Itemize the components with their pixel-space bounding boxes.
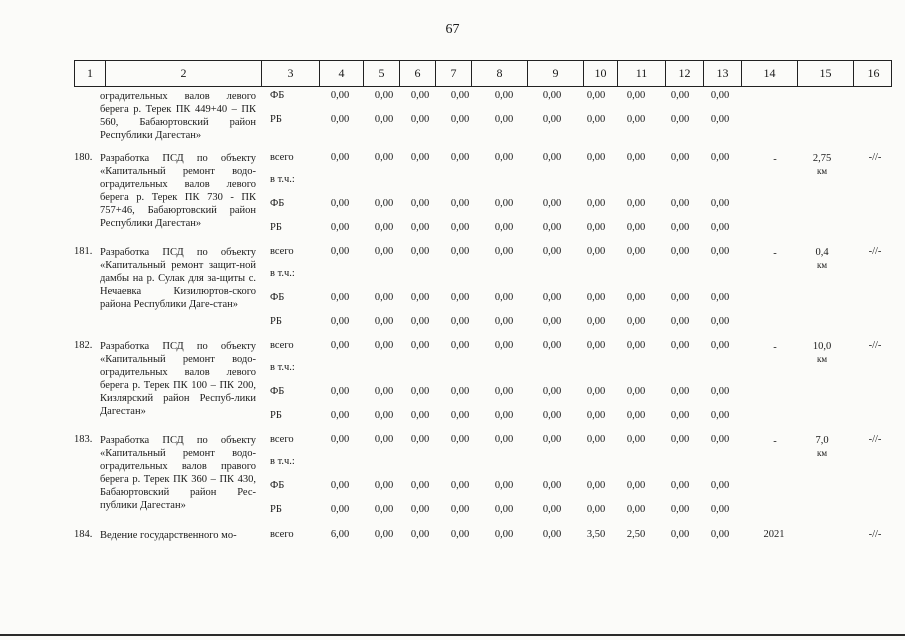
value-cell: 0,00 [450,434,470,445]
value-cell: 0,00 [542,292,562,303]
value-cell: 0,00 [542,152,562,163]
value-cell: 0,00 [374,198,394,209]
header-col-3: 3 [261,61,319,86]
value-cell: 0,00 [710,292,730,303]
length-unit: км [816,448,828,458]
value-cell: 0,00 [626,222,646,233]
value-cell: 0,00 [670,480,690,491]
item-description: Ведение государственного мо- [100,530,237,541]
value-cell: 0,00 [586,90,606,101]
value-cell: 0,00 [542,198,562,209]
value-cell: 2,50 [626,529,646,540]
value-cell: 0,00 [494,198,514,209]
value-cell: 0,00 [450,222,470,233]
item-description: Разработка ПСД по объекту «Капитальный ремонт водо-оградительных валов левого берега р. Терек ПК 100 – ПК 200, Кизлярский район Респуб-лики Дагестан» [100,341,256,417]
header-col-8: 8 [471,61,527,86]
item-number: 182. [74,340,93,351]
value-cell: 0,00 [374,340,394,351]
value-cell: 0,00 [710,434,730,445]
value-cell: 0,00 [494,152,514,163]
value-cell: 0,00 [330,114,350,125]
item-description: оградительных валов левого берега р. Терек ПК 449+40 – ПК 560, Бабаюртовский район Республики Дагестан» [100,91,256,141]
length-unit: км [816,260,828,270]
value-cell: 0,00 [410,529,430,540]
rb-label: РБ [270,222,282,233]
value-cell: 0,00 [494,386,514,397]
bottom-rule [0,634,905,636]
value-cell: 0,00 [542,246,562,257]
dash-mark: - [773,342,777,353]
value-cell: 0,00 [450,246,470,257]
value-cell: 0,00 [330,292,350,303]
value-cell: 0,00 [542,340,562,351]
value-cell: 0,00 [374,504,394,515]
length-cell [800,246,844,272]
value-cell: 0,00 [410,152,430,163]
value-cell: 0,00 [670,386,690,397]
value-cell: 0,00 [626,386,646,397]
value-cell: 0,00 [586,246,606,257]
value-cell: 0,00 [374,386,394,397]
value-cell: 0,00 [626,90,646,101]
value-cell: 0,00 [710,114,730,125]
value-cell: 0,00 [494,90,514,101]
value-cell: 0,00 [586,292,606,303]
responsible-cell: -//- [868,529,882,540]
item-number: 181. [74,246,93,257]
value-cell: 0,00 [670,410,690,421]
value-cell: 0,00 [670,292,690,303]
header-col-9: 9 [527,61,583,86]
value-cell: 0,00 [450,316,470,327]
value-cell: 0,00 [710,410,730,421]
value-cell: 0,00 [374,410,394,421]
length-cell [800,152,844,178]
value-cell: 0,00 [586,222,606,233]
incl-label: в т.ч.: [270,268,295,279]
value-cell: 0,00 [374,90,394,101]
value-cell: 0,00 [710,340,730,351]
value-cell: 0,00 [374,529,394,540]
total-label: всего [270,152,294,163]
value-cell: 0,00 [374,434,394,445]
value-cell: 0,00 [330,90,350,101]
value-cell: 0,00 [450,529,470,540]
value-cell: 0,00 [586,340,606,351]
rb-label: РБ [270,504,282,515]
item-description: Разработка ПСД по объекту «Капитальный ремонт водо-оградительных валов левого берега р. Терек ПК 730 - ПК 757+46, Бабаюртовский район Республики Дагестан» [100,153,256,229]
value-cell: 0,00 [586,480,606,491]
value-cell: 0,00 [450,152,470,163]
value-cell: 0,00 [586,316,606,327]
value-cell: 0,00 [542,480,562,491]
value-cell: 0,00 [626,504,646,515]
value-cell: 0,00 [450,292,470,303]
rb-label: РБ [270,114,282,125]
value-cell: 0,00 [410,222,430,233]
total-label: всего [270,246,294,257]
total-label: всего [270,529,294,540]
value-cell: 0,00 [670,434,690,445]
dash-mark: - [773,154,777,165]
value-cell: 0,00 [670,198,690,209]
value-cell: 0,00 [410,434,430,445]
value-cell: 0,00 [330,480,350,491]
value-cell: 0,00 [494,246,514,257]
header-col-14: 14 [741,61,797,86]
value-cell: 0,00 [586,434,606,445]
value-cell: 0,00 [710,504,730,515]
value-cell: 0,00 [542,90,562,101]
value-cell: 0,00 [330,504,350,515]
value-cell: 0,00 [626,292,646,303]
value-cell: 0,00 [410,410,430,421]
value-cell: 0,00 [542,529,562,540]
value-cell: 0,00 [626,434,646,445]
length-cell [800,434,844,460]
item-number: 183. [74,434,93,445]
header-col-7: 7 [435,61,471,86]
value-cell: 0,00 [670,246,690,257]
value-cell: 0,00 [626,152,646,163]
responsible-cell: -//- [868,434,882,445]
value-cell: 0,00 [710,386,730,397]
value-cell: 0,00 [542,222,562,233]
total-label: всего [270,340,294,351]
value-cell: 0,00 [494,434,514,445]
value-cell: 0,00 [374,246,394,257]
value-cell: 0,00 [494,340,514,351]
value-cell: 3,50 [586,529,606,540]
value-cell: 0,00 [542,386,562,397]
value-cell: 0,00 [374,480,394,491]
length-unit: км [816,354,828,364]
value-cell: 0,00 [330,434,350,445]
dash-mark: - [773,436,777,447]
year-cell: 2021 [763,529,785,540]
value-cell: 0,00 [586,152,606,163]
value-cell: 0,00 [450,480,470,491]
value-cell: 0,00 [586,410,606,421]
value-cell: 0,00 [330,316,350,327]
value-cell: 0,00 [586,198,606,209]
value-cell: 0,00 [410,292,430,303]
value-cell: 0,00 [670,114,690,125]
header-col-13: 13 [703,61,741,86]
value-cell: 0,00 [542,504,562,515]
rb-label: РБ [270,316,282,327]
value-cell: 0,00 [450,90,470,101]
value-cell: 0,00 [670,90,690,101]
length-unit: км [816,166,828,176]
value-cell: 0,00 [710,316,730,327]
fb-label: ФБ [270,198,285,209]
header-col-12: 12 [665,61,703,86]
fb-label: ФБ [270,480,285,491]
value-cell: 6,00 [330,529,350,540]
value-cell: 0,00 [626,198,646,209]
header-col-6: 6 [399,61,435,86]
value-cell: 0,00 [410,504,430,515]
value-cell: 0,00 [330,222,350,233]
incl-label: в т.ч.: [270,362,295,373]
value-cell: 0,00 [330,340,350,351]
value-cell: 0,00 [374,316,394,327]
value-cell: 0,00 [330,410,350,421]
value-cell: 0,00 [626,480,646,491]
value-cell: 0,00 [626,316,646,327]
value-cell: 0,00 [670,152,690,163]
value-cell: 0,00 [450,114,470,125]
value-cell: 0,00 [710,529,730,540]
value-cell: 0,00 [330,386,350,397]
value-cell: 0,00 [494,114,514,125]
value-cell: 0,00 [670,222,690,233]
total-label: всего [270,434,294,445]
value-cell: 0,00 [494,222,514,233]
value-cell: 0,00 [626,114,646,125]
value-cell: 0,00 [542,434,562,445]
header-col-1: 1 [87,66,93,80]
value-cell: 0,00 [710,222,730,233]
value-cell: 0,00 [670,504,690,515]
header-col-5: 5 [363,61,399,86]
value-cell: 0,00 [542,410,562,421]
item-number: 184. [74,529,93,540]
responsible-cell: -//- [868,246,882,257]
value-cell: 0,00 [410,386,430,397]
value-cell: 0,00 [586,114,606,125]
item-description: Разработка ПСД по объекту «Капитальный ремонт защит-ной дамбы на р. Сулак для за-щиты с. Нечаевка Кизилюртов-ского района Республики Даге-стан» [100,247,256,310]
rb-label: РБ [270,410,282,421]
value-cell: 0,00 [410,90,430,101]
length-value: 10,0 [812,341,832,352]
value-cell: 0,00 [670,340,690,351]
value-cell: 0,00 [626,410,646,421]
value-cell: 0,00 [450,410,470,421]
responsible-cell: -//- [868,152,882,163]
header-col-15: 15 [797,61,853,86]
incl-label: в т.ч.: [270,174,295,185]
fb-label: ФБ [270,386,285,397]
value-cell: 0,00 [670,316,690,327]
item-number: 180. [74,152,93,163]
header-col-16: 16 [853,61,893,86]
value-cell: 0,00 [410,114,430,125]
header-col-2: 2 [105,61,261,86]
value-cell: 0,00 [626,340,646,351]
value-cell: 0,00 [710,480,730,491]
value-cell: 0,00 [330,246,350,257]
value-cell: 0,00 [586,504,606,515]
page-number: 67 [445,22,460,37]
value-cell: 0,00 [410,340,430,351]
value-cell: 0,00 [410,316,430,327]
value-cell: 0,00 [450,386,470,397]
value-cell: 0,00 [710,198,730,209]
value-cell: 0,00 [710,246,730,257]
fb-label: ФБ [270,90,285,101]
value-cell: 0,00 [374,222,394,233]
length-value: 2,75 [812,153,832,164]
length-value: 7,0 [815,435,829,446]
value-cell: 0,00 [494,410,514,421]
value-cell: 0,00 [710,152,730,163]
value-cell: 0,00 [494,316,514,327]
length-cell [800,340,844,366]
value-cell: 0,00 [542,114,562,125]
value-cell: 0,00 [494,529,514,540]
value-cell: 0,00 [374,292,394,303]
incl-label: в т.ч.: [270,456,295,467]
header-col-11: 11 [617,61,665,86]
value-cell: 0,00 [330,152,350,163]
responsible-cell: -//- [868,340,882,351]
value-cell: 0,00 [494,292,514,303]
header-col-4: 4 [319,61,363,86]
value-cell: 0,00 [626,246,646,257]
length-value: 0,4 [815,247,829,258]
value-cell: 0,00 [450,340,470,351]
value-cell: 0,00 [410,246,430,257]
value-cell: 0,00 [450,504,470,515]
item-description: Разработка ПСД по объекту «Капитальный ремонт водо-оградительных валов правого берега р. Терек ПК 360 – ПК 430, Бабаюртовский район Рес-публики Дагестан» [100,435,256,511]
value-cell: 0,00 [410,480,430,491]
value-cell: 0,00 [670,529,690,540]
dash-mark: - [773,248,777,259]
value-cell: 0,00 [374,114,394,125]
value-cell: 0,00 [586,386,606,397]
value-cell: 0,00 [710,90,730,101]
fb-label: ФБ [270,292,285,303]
value-cell: 0,00 [330,198,350,209]
value-cell: 0,00 [410,198,430,209]
value-cell: 0,00 [494,480,514,491]
value-cell: 0,00 [542,316,562,327]
value-cell: 0,00 [450,198,470,209]
header-col-10: 10 [583,61,617,86]
value-cell: 0,00 [374,152,394,163]
value-cell: 0,00 [494,504,514,515]
